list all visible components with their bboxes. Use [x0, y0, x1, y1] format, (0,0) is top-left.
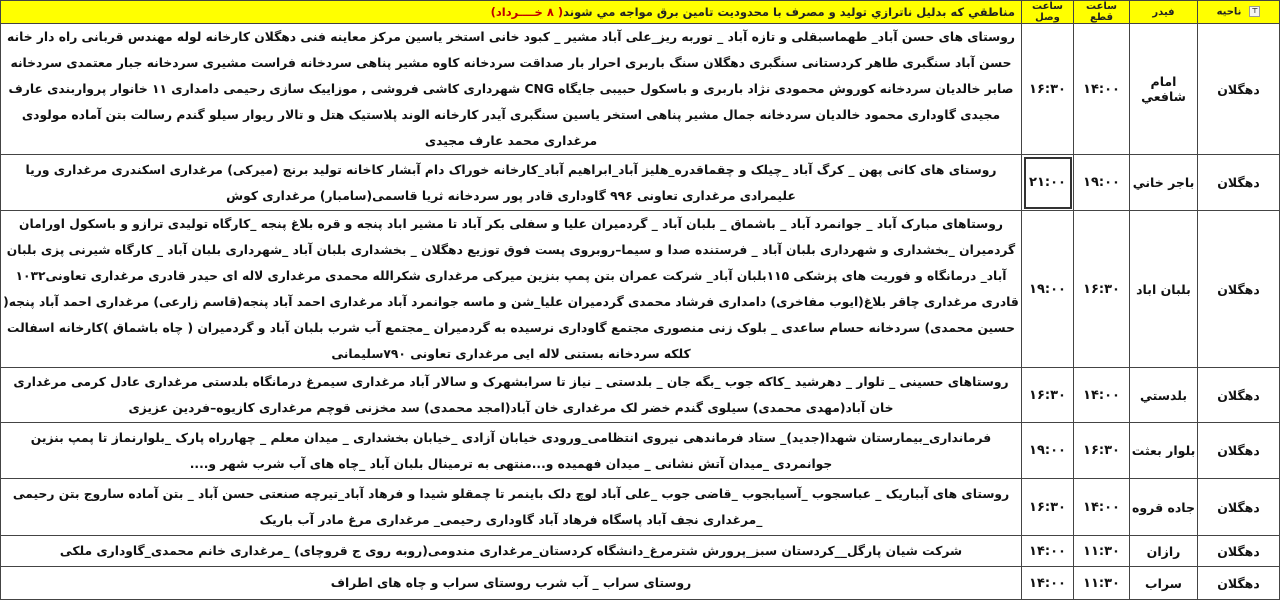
region-cell: دهگلان	[1198, 24, 1280, 155]
table-row	[1, 24, 1280, 155]
region-cell: دهگلان	[1198, 211, 1280, 368]
table-row	[1, 479, 1280, 536]
table-row	[1, 155, 1280, 211]
feeder-cell: رازان	[1130, 536, 1198, 567]
column-header-region[interactable]	[1198, 1, 1280, 24]
feeder-cell: بلوار بعثت	[1130, 423, 1198, 479]
cut-time-cell: ۱۴:۰۰	[1074, 368, 1130, 423]
table-title-text: مناطقي كه بدليل ناترازي توليد و مصرف با محدوديت تامين برق مواجه مي شوند	[563, 5, 1015, 19]
feeder-cell: بلدستي	[1130, 368, 1198, 423]
feeder-cell: بلبان اباد	[1130, 211, 1198, 368]
header-row	[1, 1, 1280, 24]
cut-time-cell: ۱۴:۰۰	[1074, 479, 1130, 536]
cut-time-cell: ۱۴:۰۰	[1074, 24, 1130, 155]
table-row	[1, 211, 1280, 368]
table-title	[1, 1, 1022, 24]
table-row	[1, 567, 1280, 600]
table-row	[1, 368, 1280, 423]
affected-areas-cell: روستای های حسن آباد_ طهماسبقلی و تازه آباد _ توربه ریز_علی آباد مشیر _ کبود خانی استخر یاسین مرکز معاینه فنی دهگلان کارخانه لوله مهندس قربانی راه دار خانه حسن آباد سنگبری طاهر کردستانی سنگبری دهگلان سنگ باربری احرار بار صداقت سردخانه کاوه مشیر پناهی سردخانه فراست مشیری سردخانه جبار معتمدی سردخانه صابر خالدیان سردخانه کوروش محمودی نژاد باربری و باسکول حبیبی جایگاه CNG شهرداری کاشی فروشی , موزاییک سازی رحیمی دامداری ۱۱ خانوار پرواربندی عارف مجیدی گاوداری محمود خالدیان سردخانه جمال مشیر پناهی استخر یاسین سنگبری آیدر کارخانه الوند پلاستیک هتل و تالار ریوار سیلو گندم رسالت بتن آماده مولودی مرغداری محمد عارف مجیدی	[1, 24, 1022, 155]
region-cell: دهگلان	[1198, 567, 1280, 600]
cut-time-cell: ۱۶:۳۰	[1074, 211, 1130, 368]
region-cell: دهگلان	[1198, 479, 1280, 536]
table-title-date: ( ۸ خــــرداد)	[490, 5, 564, 19]
affected-areas-cell: روستای سراب _ آب شرب روستای سراب و چاه های اطراف	[1, 567, 1022, 600]
affected-areas-cell: روستای های آبباریک _ عباسجوب _آسیابجوب _قاضی جوب _علی آباد لوچ دلک باینمر تا چمقلو شیدا و فرهاد آباد_تیرچه صنعتی حسن آباد _ بتن آماده ساروج بتن رحیمی _مرغداری نجف آباد پاسگاه فرهاد آباد گاوداری رحیمی_ مرغداری مرغ مادر آب باریک	[1, 479, 1022, 536]
table-row	[1, 423, 1280, 479]
column-header-connect-time: ساعت وصل	[1022, 1, 1074, 24]
connect-time-cell: ۱۴:۰۰	[1022, 536, 1074, 567]
column-header-feeder: فيدر	[1130, 1, 1198, 24]
cut-time-cell: ۱۶:۳۰	[1074, 423, 1130, 479]
region-cell: دهگلان	[1198, 536, 1280, 567]
affected-areas-cell: شرکت شیان پارگل__کردستان سبز_پرورش شترمرغ_دانشگاه کردستان_مرغداری مندومی(روبه روی ج قروچای) _مرغداری خانم محمدی_گاوداری ملکی	[1, 536, 1022, 567]
cut-time-cell: ۱۱:۳۰	[1074, 536, 1130, 567]
affected-areas-cell: روستای های کانی پهن _ کرگ آباد _چیلک و چقماقدره_هلیز آباد_ابراهیم آباد_کارخانه خوراک دام آبشار کاخانه تولید برنج (میرکی) مرغداری اسکندری مرغداری وریا علیمرادی مرغداری تعاونی ۹۹۶ گاوداری قادر پور سردخانه ثریا قاسمی(سامبار) مرغداری کوش	[1, 155, 1022, 211]
affected-areas-cell: روستاهای حسینی _ تلوار _ دهرشید _کاکه جوب _بگه جان _ بلدستی _ نیاز تا سرابشهرک و سالار آباد مرغداری سیمرغ درمانگاه بلدستی مرغداری عادل کرمی مرغداری خان آباد(مهدی محمدی) سیلوی گندم خضر لک مرغداری خان آباد(امجد محمدی) سد مخزنی قوچم مرغداری کازیوه–فردین عزیزی	[1, 368, 1022, 423]
region-cell: دهگلان	[1198, 423, 1280, 479]
feeder-cell: امام شافعي	[1130, 24, 1198, 155]
connect-time-cell: ۱۶:۳۰	[1022, 479, 1074, 536]
cut-time-cell: ۱۱:۳۰	[1074, 567, 1130, 600]
feeder-cell: باجر خاني	[1130, 155, 1198, 211]
column-header-cut-time: ساعت قطع	[1074, 1, 1130, 24]
connect-time-cell: ۱۶:۳۰	[1022, 368, 1074, 423]
affected-areas-cell: فرمانداری_بیمارستان شهدا(جدید)_ ستاد فرماندهی نیروی انتظامی_ورودی خیابان آزادی _خیابان بخشداری _ میدان معلم _ چهارراه پارک _بلوارنماز تا پمپ بنزین جوانمردی _میدان آتش نشانی _ میدان فهمیده و...منتهی به ترمینال بلبان آباد _چاه های آب شرب شهر و....	[1, 423, 1022, 479]
feeder-cell: سراب	[1130, 567, 1198, 600]
cut-time-cell: ۱۹:۰۰	[1074, 155, 1130, 211]
filter-dropdown-icon[interactable]: ⊤	[1249, 6, 1260, 17]
affected-areas-cell: روستاهای مبارک آباد _ جوانمرد آباد _ باشماق _ بلبان آباد _ گردمیران علیا و سفلی بکر آباد تا مشیر اباد پنجه و قره بلاغ پنجه _کارگاه تولیدی ترازو و باسکول اورامان گردمیران _بخشداری و شهرداری بلبان آباد _ فرستنده صدا و سیما–روبروی پست فوق توزیع دهگلان _ بخشداری بلبان آباد _شهرداری بلبان آباد _ کارگاه شیرنی پزی بلبان آباد_ درمانگاه و فوریت های پزشکی ۱۱۵بلبان آباد_ شرکت عمران بتن پمپ بنزین میرکی مرغداری شکرالله محمدی مرغداری لاله ای حیدر قادری مرغداری تعاونی۱۰۳۲ قادری مرغداری چاقر بلاغ(ایوب مفاخری) دامداری فرشاد محمدی گردمیران علیا_شن و ماسه جوانمرد آباد مرغداری احمد آباد پنجه(قاسم زارعی) مرغداری احمد آباد پنجه( حسین محمدی) سردخانه حسام ساعدی _ بلوک زنی منصوری مجتمع گاوداری نرسیده به گردمیران _مجتمع آب شرب بلبان آباد و گردمیران ( چاه باشماق )کارخانه اسفالت کلکه سردخانه بستنی لاله ایی مرغداری تعاونی ۷۹۰سلیمانی	[1, 211, 1022, 368]
table-row	[1, 536, 1280, 567]
region-cell: دهگلان	[1198, 368, 1280, 423]
feeder-cell: جاده قروه	[1130, 479, 1198, 536]
connect-time-cell: ۱۴:۰۰	[1022, 567, 1074, 600]
connect-time-cell: ۱۹:۰۰	[1022, 423, 1074, 479]
column-header-region-label: ناحيه	[1216, 6, 1242, 18]
region-cell: دهگلان	[1198, 155, 1280, 211]
connect-time-cell: ۱۹:۰۰	[1022, 211, 1074, 368]
connect-time-cell: ۱۶:۳۰	[1022, 24, 1074, 155]
connect-time-cell-selected[interactable]: ۲۱:۰۰	[1022, 155, 1074, 211]
